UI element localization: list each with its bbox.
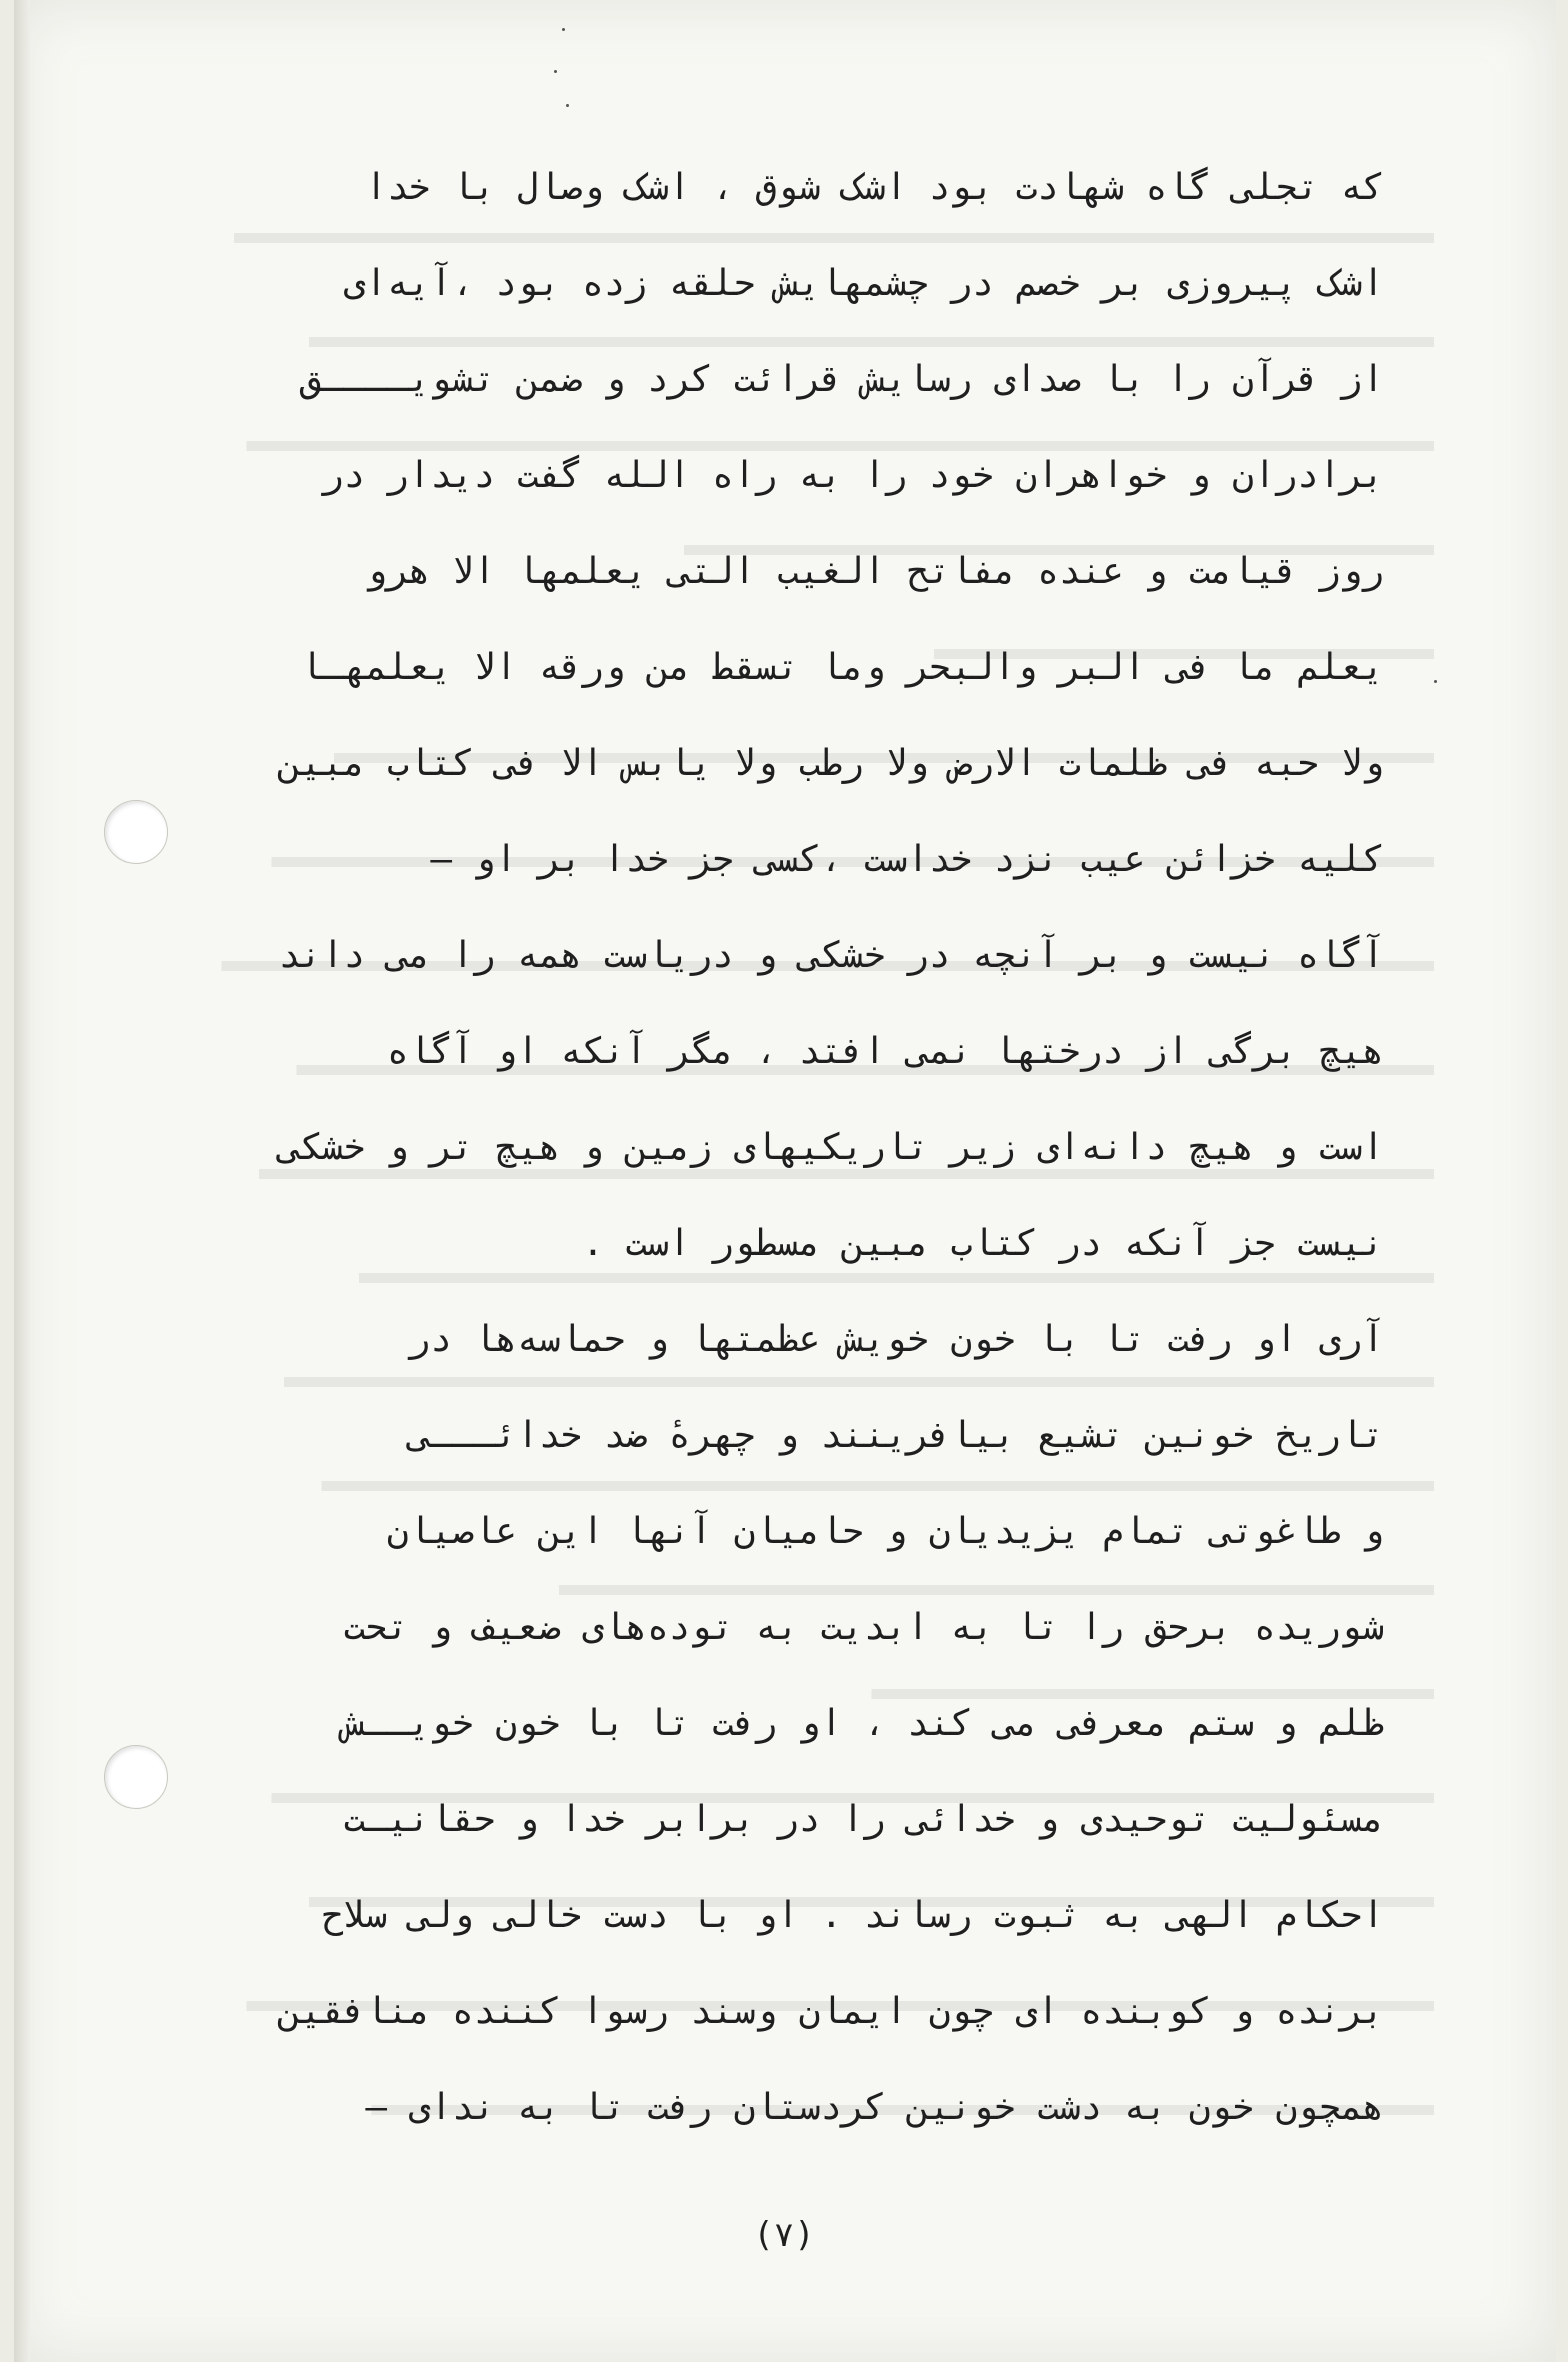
text-line: آگاه نیست و بر آنچه در خشکی و دریاست همه را می داند (278, 935, 1384, 976)
text-line: همچون خون به دشت خونین کردستان رفت تا به ندای – (365, 2087, 1384, 2128)
text-line: هیچ برگی از درختها نمی افتد ، مگر آنکه او آگاه (387, 1031, 1384, 1072)
ink-speck (554, 70, 557, 73)
text-line: احکام الهی به ثبوت رساند . او با دست خالی ولی سلاح (321, 1895, 1384, 1936)
text-line: مسئولیت توحیدی و خدائی را در برابر خدا و حقانیـت (343, 1799, 1384, 1840)
text-line: شوریده برحق را تا به ابدیت به توده‌های ضعیف و تحت (343, 1607, 1384, 1648)
document-page (14, 0, 1556, 2362)
text-line: از قرآن را با صدای رسایش قرائت کرد و ضمن تشویــــق (300, 359, 1384, 400)
text-line: برادران و خواهران خود را به راه الله گفت دیدار در (321, 455, 1384, 496)
punch-hole-top (104, 800, 168, 864)
text-line: که تجلی گاه شهادت بود اشک شوق ، اشک وصال با خدا (365, 167, 1384, 208)
ink-speck (562, 28, 565, 31)
page-number: (۷) (753, 2215, 815, 2255)
text-line: ولا حبه فی ظلمات الارض ولا رطب ولا یابس الا فی کتاب مبین (278, 743, 1384, 784)
page-left-edge (14, 0, 30, 2362)
text-line: آری او رفت تا با خون خویش عظمتها و حماسه‌ها در (408, 1319, 1384, 1360)
text-line: اشک پیروزی بر خصم در چشمهایش حلقه زده بود ،آیه‌ای (343, 263, 1384, 304)
text-line: نیست جز آنکه در کتاب مبین مسطور است . (582, 1223, 1384, 1264)
punch-hole-bottom (104, 1745, 168, 1809)
text-line: کلیه خزائن عیب نزد خداست ،کسی جز خدا بر او – (430, 839, 1384, 880)
ink-speck (1434, 680, 1437, 683)
text-line: است و هیچ دانه‌ای زیر تاریکیهای زمین و هیچ تر و خشکی (278, 1127, 1384, 1168)
text-line: روز قیامت و عنده مفاتح الغیب التی یعلمها الا هرو (365, 551, 1384, 592)
text-line: ظلم و ستم معرفی می کند ، او رفت تا با خون خویــش (343, 1703, 1384, 1744)
body-text (164, 140, 1384, 2156)
text-line: برنده و کوبنده ای چون ایمان وسند رسوا کننده منافقین (278, 1991, 1384, 2032)
ink-speck (566, 104, 569, 107)
text-line: تاریخ خونین تشیع بیافرینند و چهرهٔ ضد خدائـــی (408, 1415, 1384, 1456)
text-line: یعلم ما فی البر والبحر وما تسقط من ورقه الا یعلمهـا (300, 647, 1384, 688)
text-line: و طاغوتی تمام یزیدیان و حامیان آنها این عاصیان (387, 1511, 1384, 1552)
